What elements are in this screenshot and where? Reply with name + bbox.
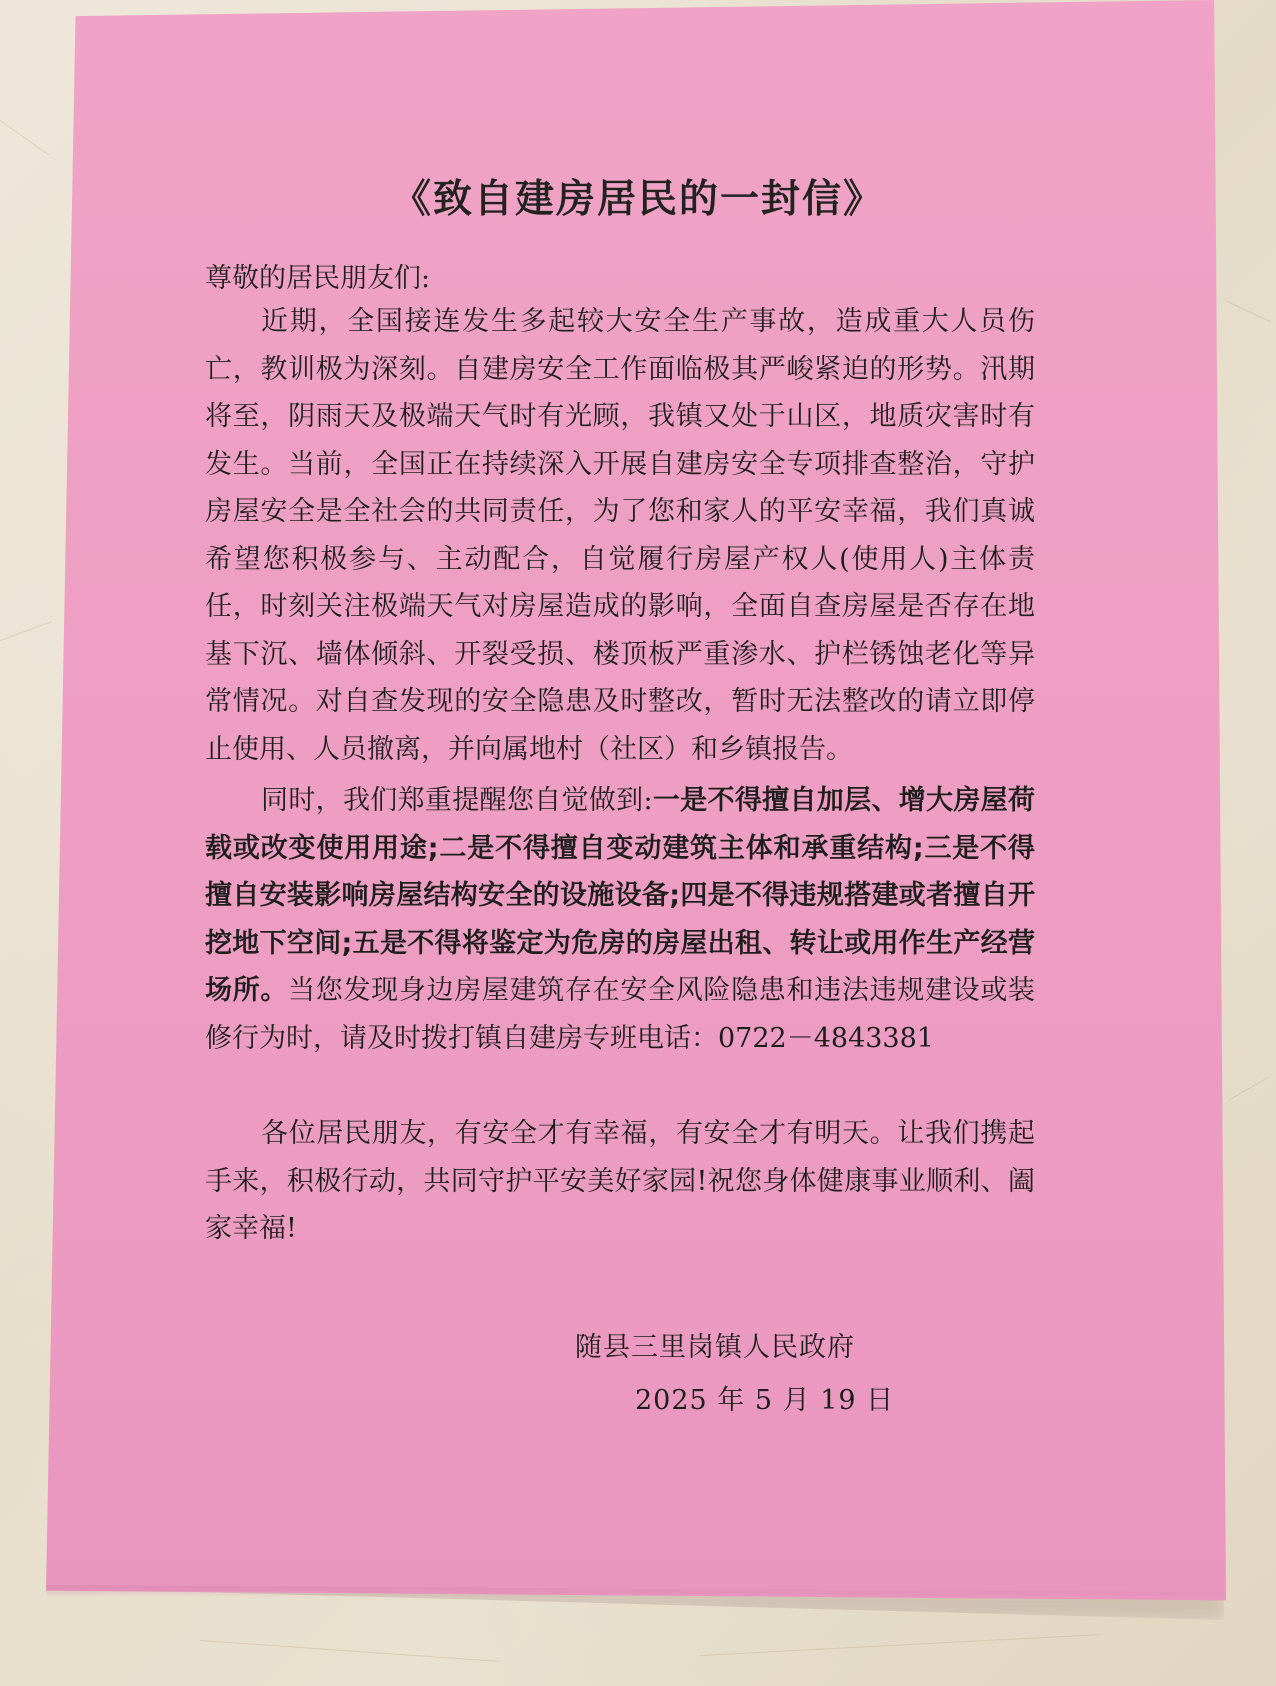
marble-vein — [1228, 1076, 1270, 1101]
marble-vein — [700, 1634, 1100, 1656]
reminder-rules: 一是不得擅自加层、增大房屋荷载或改变使用用途;二是不得擅自变动建筑主体和承重结构;三是不得擅自安装影响房屋结构安全的设施设备;四是不得违规搭建或者擅自开挖地下空间;五是不得将鉴定为危房的房屋出租、转让或用作生产经营场所。 — [205, 785, 1035, 1006]
signature-date: 2025 年 5 月 19 日 — [635, 1385, 895, 1416]
paragraph-closing: 各位居民朋友，有安全才有幸福，有安全才有明天。让我们携起手来，积极行动，共同守护平安美好家园!祝您身体健康事业顺利、阖家幸福! — [205, 1118, 1035, 1244]
letter-title: 《致自建房居民的一封信》 — [391, 176, 884, 222]
signature-issuer: 随县三里岗镇人民政府 — [575, 1332, 855, 1363]
salutation: 尊敬的居民朋友们: — [205, 263, 431, 294]
marble-vein — [200, 1640, 499, 1662]
marble-vein — [0, 621, 52, 641]
marble-vein — [0, 120, 49, 155]
paragraph-safety-situation: 近期，全国接连发生多起较大安全生产事故，造成重大人员伤亡，教训极为深刻。自建房安全工作面临极其严峻紧迫的形势。汛期将至，阴雨天及极端天气时有光顾，我镇又处于山区，地质灾害时有发生。当前，全国正在持续深入开展自建房安全专项排查整治，守护房屋安全是全社会的共同责任，为了您和家人的平安幸福，我们真诚希望您积极参与、主动配合，自觉履行房屋产权人(使用人)主体责任，时刻关注极端天气对房屋造成的影响，全面自查房屋是否存在地基下沉、墙体倾斜、开裂受损、楼顶板严重渗水、护栏锈蚀老化等异常情况。对自查发现的安全隐患及时整改，暂时无法整改的请立即停止使用、人员撤离，并向属地村（社区）和乡镇报告。 — [205, 306, 1035, 765]
paragraph-reminders — [205, 777, 1035, 1062]
marble-vein — [1225, 300, 1271, 322]
reminder-lead: 同时，我们郑重提醒您自觉做到: — [261, 785, 653, 816]
hotline-text: 当您发现身边房屋建筑存在安全风险隐患和违法违规建设或装修行为时，请及时拨打镇自建房专班电话：0722－4843381 — [205, 975, 1036, 1054]
